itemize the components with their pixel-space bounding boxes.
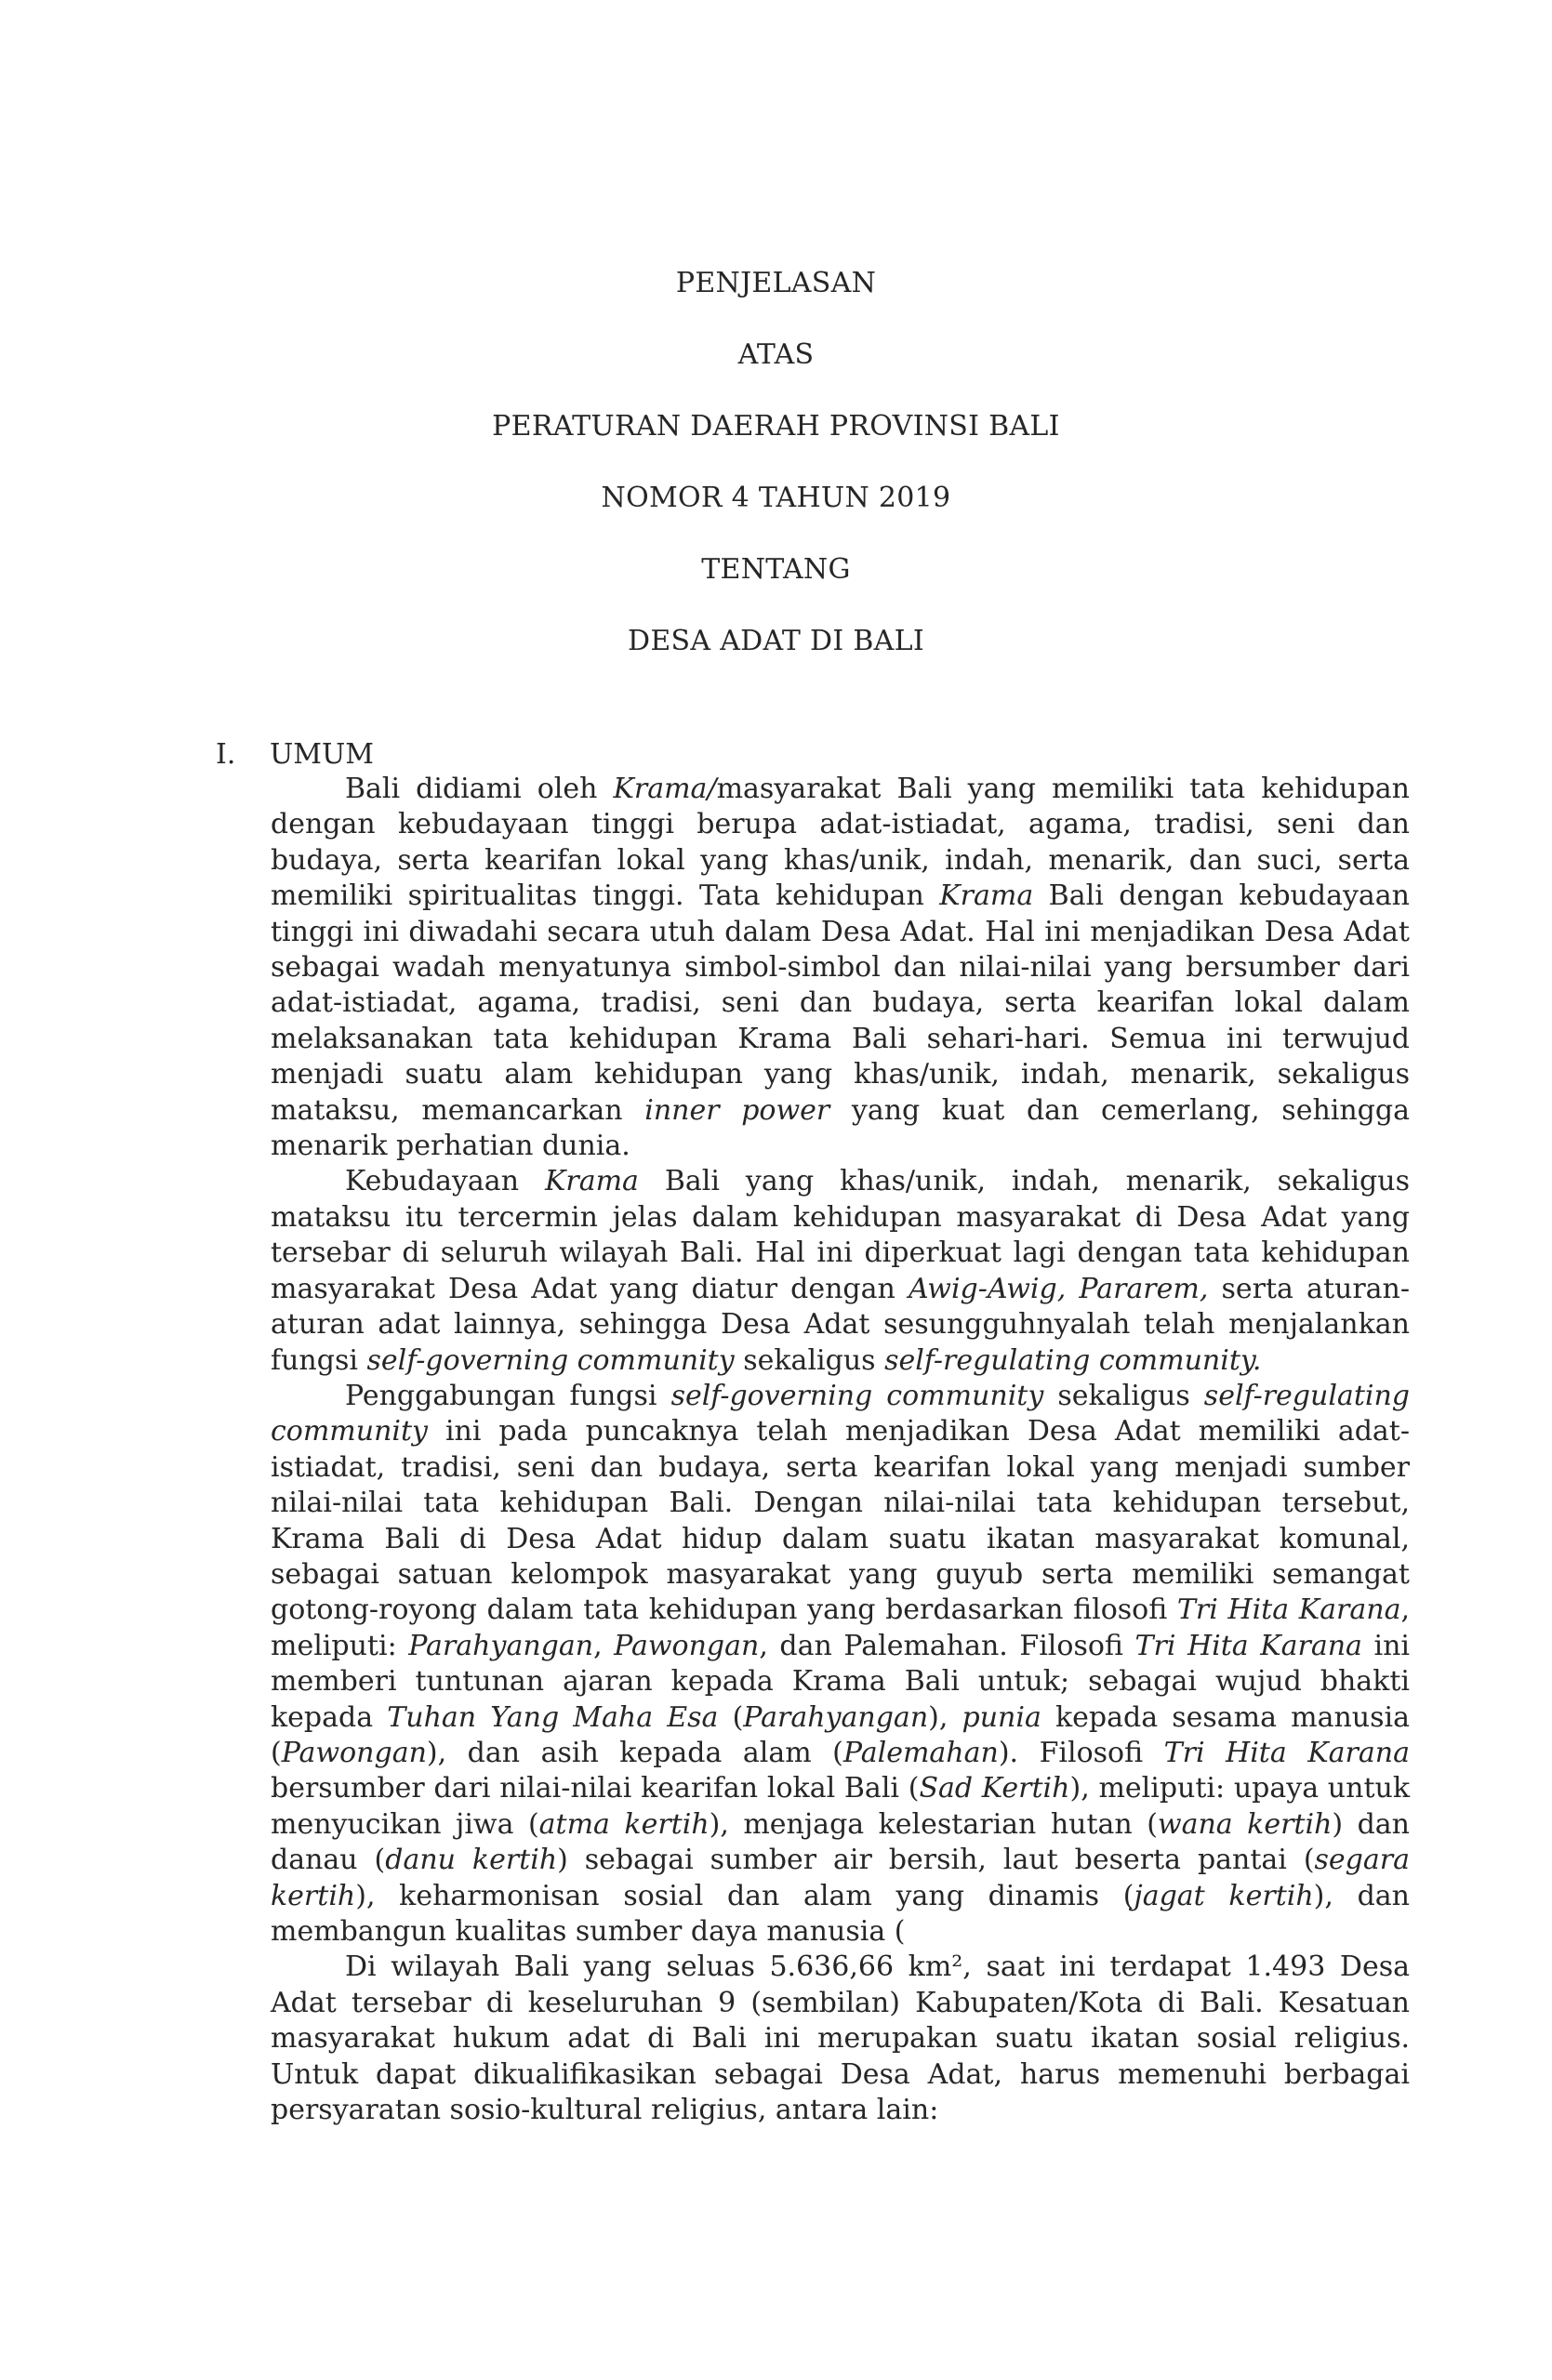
paragraph-2: Kebudayaan Krama Bali yang khas/unik, indah, menarik, sekaligus mataksu itu tercermin jelas dalam kehidupan masyarakat di Desa Adat yang tersebar di seluruh wilayah Bali. Hal ini diperkuat lagi dengan tata kehidupan masyarakat Desa Adat yang diatur dengan Awig-Awig, Pararem, serta aturan-aturan adat lainnya, sehingga Desa Adat sesungguhnyalah telah menjalankan fungsi self-governing community sekaligus self-regulating community.	[271, 1165, 1411, 1377]
title-atas: ATAS	[737, 338, 815, 371]
paragraph-1: Bali didiami oleh Krama/masyarakat Bali yang memiliki tata kehidupan dengan kebudayaan tinggi berupa adat-istiadat, agama, tradisi, seni dan budaya, serta kearifan lokal yang khas/unik, indah, menarik, dan suci, serta memiliki spiritualitas tinggi. Tata kehidupan Krama Bali dengan kebudayaan tinggi ini diwadahi secara utuh dalam Desa Adat. Hal ini menjadikan Desa Adat sebagai wadah menyatunya simbol-simbol dan nilai-nilai yang bersumber dari adat-istiadat, agama, tradisi, seni dan budaya, serta kearifan lokal dalam melaksanakan tata kehidupan Krama Bali sehari-hari. Semua ini terwujud menjadi suatu alam kehidupan yang khas/unik, indah, menarik, sekaligus mataksu, memancarkan inner power yang kuat dan cemerlang, sehingga menarik perhatian dunia.	[271, 773, 1410, 1163]
paragraph-3: Penggabungan fungsi self-governing community sekaligus self-regulating community ini pada puncaknya telah menjadikan Desa Adat memiliki adat-istiadat, tradisi, seni dan budaya, serta kearifan lokal yang menjadi sumber nilai-nilai tata kehidupan Bali. Dengan nilai-nilai tata kehidupan tersebut, Krama Bali di Desa Adat hidup dalam suatu ikatan masyarakat komunal, sebagai satuan kelompok masyarakat yang guyub serta memiliki semangat gotong-royong dalam tata kehidupan yang berdasarkan filosofi Tri Hita Karana, meliputi: Parahyangan, Pawongan, dan Palemahan. Filosofi Tri Hita Karana ini memberi tuntunan ajaran kepada Krama Bali untuk; sebagai wujud bhakti kepada Tuhan Yang Maha Esa (Parahyangan), punia kepada sesama manusia (Pawongan), dan asih kepada alam (Palemahan). Filosofi Tri Hita Karana bersumber dari nilai-nilai kearifan lokal Bali (Sad Kertih), meliputi: upaya untuk menyucikan jiwa (atma kertih), menjaga kelestarian hutan (wana kertih) dan danau (danu kertih) sebagai sumber air bersih, laut beserta pantai (segara kertih), keharmonisan sosial dan alam yang dinamis (jagat kertih), dan membangun kualitas sumber daya manusia (	[271, 1379, 1411, 1948]
title-peraturan: PERATURAN DAERAH PROVINSI BALI	[492, 410, 1060, 443]
title-tentang: TENTANG	[701, 553, 851, 586]
title-subject: DESA ADAT DI BALI	[627, 625, 925, 657]
paragraph-4: Di wilayah Bali yang seluas 5.636,66 km², saat ini terdapat 1.493 Desa Adat tersebar di keseluruhan 9 (sembilan) Kabupaten/Kota di Bali. Kesatuan masyarakat hukum adat di Bali ini merupakan suatu ikatan sosial religius. Untuk dapat dikualifikasikan sebagai Desa Adat, harus memenuhi berbagai persyaratan sosio-kultural religius, antara lain:	[271, 1950, 1410, 2127]
document-title-block	[0, 266, 1552, 695]
section-number: I.	[216, 738, 236, 771]
document-body	[271, 772, 1410, 2128]
section-heading	[216, 737, 374, 773]
title-penjelasan: PENJELASAN	[675, 267, 877, 299]
section-title: UMUM	[270, 738, 375, 771]
title-nomor: NOMOR 4 TAHUN 2019	[601, 482, 951, 514]
